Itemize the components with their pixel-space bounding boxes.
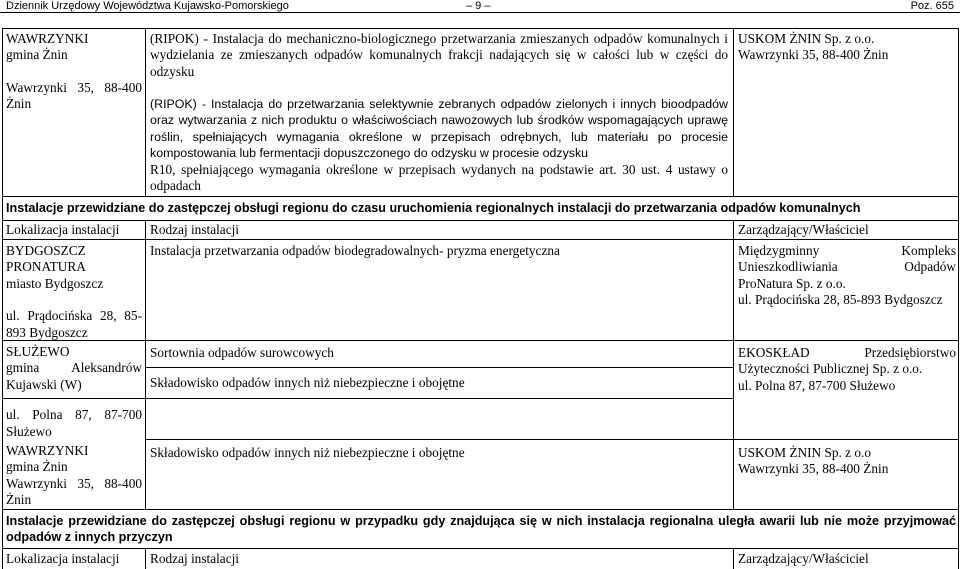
bydgoszcz-location-line: ul. Prądocińska 28, 85- [6,308,142,324]
top-entry-green-waste: (RIPOK) - Instalacja do przetwarzania selektywnie zebranych odpadów zielonych i innych bioodpadów oraz wytwarzania z nich produktu o właściwościach nawozowych lub środków wspomagających uprawę roślin, spełniających wymagania określone w przepisach odrębnych, lub materiału po procesie kompostowania lub fermentacji dopuszczonego do odzysku w procesie odzysku [150,97,728,161]
row-divider-wawrzynki [2,509,959,510]
section1-col-owner: Zarządzający/Właściciel [738,222,869,237]
top-location-line: Żnin [6,96,32,112]
top-location [6,31,142,113]
wawrzynki-location [6,443,142,509]
bydgoszcz-owner-line: Międzygminny Kompleks [738,243,956,258]
col-divider-1-mid [145,220,146,509]
wawrzynki-location-line: Wawrzynki 35, 88-400 [6,475,142,491]
bydgoszcz-location-spacer [6,292,142,308]
wawrzynki-owner-line: Wawrzynki 35, 88-400 Żnin [738,461,889,477]
top-owner-line: USKOM ŻNIN Sp. z o.o. [738,31,875,46]
wawrzynki-type: Składowisko odpadów innych niż niebezpieczne i obojętne [150,445,465,460]
sluzewo-owner-line: Użyteczności Publicznej Sp. z o.o. [738,361,923,377]
section2-heading: Instalacje przewidziane do zastępczej obsługi regionu w przypadku gdy znajdująca się w nich instalacja regionalna uległa awarii lub nie może przyjmować odpadów z innych przyczyn [6,514,956,545]
sluzewo-owner-line: ul. Polna 87, 87-700 Służewo [738,377,896,393]
section2-col-owner: Zarządzający/Właściciel [738,551,869,566]
sluzewo-location-line: gmina Aleksandrów [6,360,142,376]
sluzewo-location-line: SŁUŻEWO [6,344,70,359]
top-owner-line: Wawrzynki 35, 88-400 Żnin [738,47,889,63]
col-divider-2-mid [733,220,734,509]
sluzewo-location-line: ul. Polna 87, 87-700 [6,407,142,423]
bydgoszcz-location-line: BYDGOSZCZ [6,243,86,258]
table-border-right [958,28,959,569]
page-number: – 9 – [466,0,491,12]
col-divider-1-top [145,28,146,196]
bydgoszcz-owner-line: Unieszkodliwiania Odpadów [738,259,956,275]
wawrzynki-location-line: gmina Żnin [6,459,68,475]
top-entry-mbp: (RIPOK) - Instalacja do mechaniczno-biologicznego przetwarzania zmieszanych odpadów komunalnych i wydzielania ze zmieszanych odpadów komunalnych frakcji nadających się w całości lub w części do odzysku [150,31,728,79]
top-location-line: WAWRZYNKI [6,31,89,46]
wawrzynki-location-line: Żnin [6,492,32,508]
row-divider-sluzewo-c [146,439,959,440]
row-divider-bydgoszcz [2,340,959,341]
bydgoszcz-owner-line: ProNatura Sp. z o.o. [738,275,846,291]
bydgoszcz-location-line: 893 Bydgoszcz [6,324,88,340]
section2-col-location: Lokalizacja instalacji [6,551,120,566]
row-divider-heading1 [2,196,959,197]
sluzewo-location [6,344,142,440]
sluzewo-owner [738,345,956,394]
page-header [0,0,960,13]
sluzewo-owner-line: EKOSKŁAD Przedsiębiorstwo [738,345,956,360]
section1-col-location: Lokalizacja instalacji [6,222,120,237]
sluzewo-type-landfill: Składowisko odpadów innych niż niebezpieczne i obojętne [150,375,465,390]
section1-col-type: Rodzaj instalacji [150,222,239,237]
col-divider-1-bottom [145,548,146,569]
bydgoszcz-owner [738,243,956,309]
row-divider-sluzewo-a [146,367,734,368]
sluzewo-location-line: Kujawski (W) [6,376,82,392]
bydgoszcz-type: Instalacja przetwarzania odpadów biodegradowalnych- pryzma energetyczna [150,243,560,258]
sluzewo-location-line: Służewo [6,423,52,439]
wawrzynki-owner-line: USKOM ŻNIN Sp. z o.o [738,445,871,460]
sluzewo-location-spacer [6,393,142,407]
top-location-spacer [6,64,142,80]
position-number: Poz. 655 [910,0,954,12]
top-location-line: Wawrzynki 35, 88-400 [6,79,142,95]
section1-heading: Instalacje przewidziane do zastępczej obsługi regionu do czasu uruchomienia regionalnych instalacji do przetwarzania odpadów komunalnych [6,201,861,215]
bydgoszcz-location-line: PRONATURA [6,259,86,275]
bydgoszcz-owner-line: ul. Prądocińska 28, 85-893 Bydgoszcz [738,292,943,308]
wawrzynki-location-line: WAWRZYNKI [6,443,89,458]
col-divider-2-bottom [733,548,734,569]
top-location-line: gmina Żnin [6,47,68,63]
sluzewo-type-sorting: Sortownia odpadów surowcowych [150,345,334,360]
bydgoszcz-location-line: miasto Bydgoszcz [6,275,104,291]
table-border-left [2,28,3,569]
section2-col-type: Rodzaj instalacji [150,551,239,566]
top-entry-green-waste-cont: R10, spełniającego wymagania określone w przepisach wydanych na podstawie art. 30 ust. 4 ustawy o odpadach [150,162,728,194]
bydgoszcz-location [6,243,142,341]
journal-title: Dziennik Urzędowy Województwa Kujawsko-Pomorskiego [6,0,289,12]
wawrzynki-owner [738,445,956,478]
col-divider-2-top [733,28,734,196]
top-owner [738,31,956,64]
